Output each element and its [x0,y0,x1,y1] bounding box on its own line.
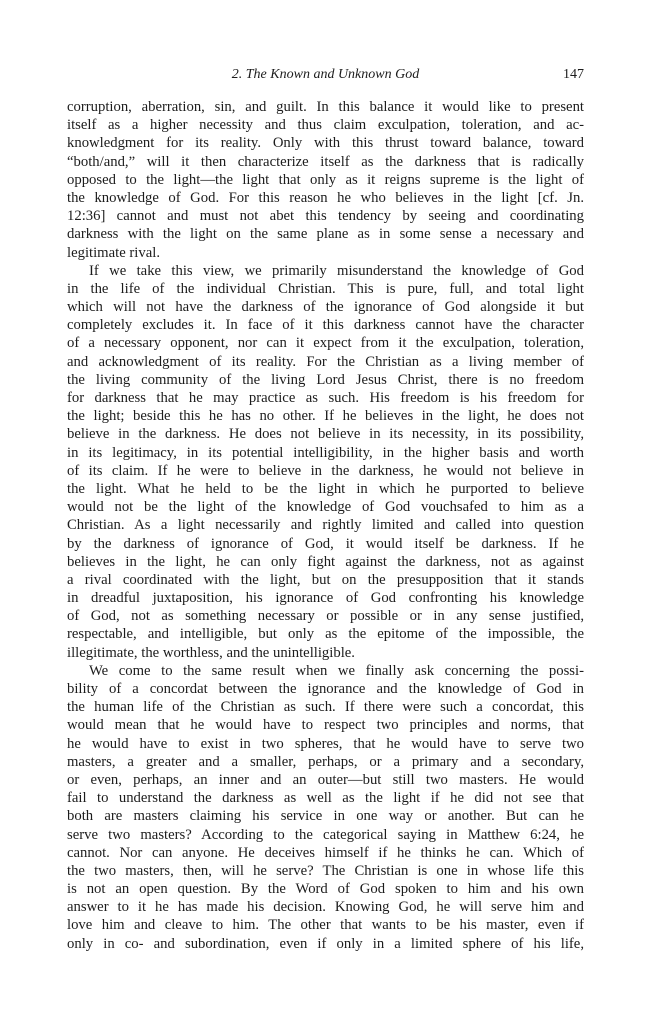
text-line: and acknowledgment of its reality. For the Christian as a living member of [67,353,584,370]
text-line: of God, not as something necessary or possible or in any sense justified, [67,608,584,625]
text-line: both are masters claiming his service in one way or another. But can he [67,808,584,825]
text-line: he would have to exist in two spheres, that he would have to serve two [67,735,584,752]
text-line: the light; beside this he has no other. If he believes in the light, he does not [67,408,584,425]
text-line: in its legitimacy, in its potential intelligibility, in the higher basis and worth [67,444,584,461]
text-line: “both/and,” will it then characterize itself as the darkness that is radically [67,153,584,170]
text-line: in the life of the individual Christian. This is pure, full, and total light [67,280,584,297]
text-line: the knowledge of God. For this reason he who believes in the light [cf. Jn. [67,189,584,206]
text-line: of a necessary opponent, nor can it expect from it the exculpation, toleration, [67,335,584,352]
body-text [67,98,584,953]
text-line: answer to it he has made his decision. Knowing God, he will serve him and [67,899,584,916]
text-line: knowledgment for its reality. Only with this thrust toward balance, toward [67,135,584,152]
text-line: Christian. As a light necessarily and rightly limited and called into question [67,517,584,534]
text-line: masters, a greater and a smaller, perhaps, or a primary and a secondary, [67,753,584,770]
text-line: the human life of the Christian as such. If there were such a concordat, this [67,699,584,716]
text-line: in dreadful juxtaposition, his ignorance of God confronting his knowledge [67,590,584,607]
text-line: illegitimate, the worthless, and the unintelligible. [67,644,355,661]
text-line: or even, perhaps, an inner and an outer—but still two masters. He would [67,771,584,788]
running-title: 2. The Known and Unknown God [231,67,420,82]
text-line: is not an open question. By the Word of God spoken to him and his own [67,881,584,898]
text-line: itself as a higher necessity and thus claim exculpation, toleration, and ac- [67,117,584,134]
text-line: love him and cleave to him. The other that wants to be his master, even if [67,917,584,934]
text-line: serve two masters? According to the categorical saying in Matthew 6:24, he [67,826,584,843]
text-line: cannot. Nor can anyone. He deceives himself if he thinks he can. Which of [67,844,584,861]
text-line: opposed to the light—the light that only as it reigns supreme is the light of [67,171,584,188]
text-line: darkness with the light on the same plane as in some sense a necessary and [67,226,584,243]
text-line: which will not have the darkness of the ignorance of God alongside it but [67,299,584,316]
text-line: the living community of the living Lord Jesus Christ, there is no freedom [67,371,584,388]
text-line: fail to understand the darkness as well as the light if he did not see that [67,790,584,807]
text-line: would mean that he would have to respect two principles and norms, that [67,717,584,734]
text-line: for darkness that he may practice as such. His freedom is his freedom for [67,390,584,406]
text-line: a rival coordinated with the light, but on the presupposition that it stands [67,571,584,588]
text-line: legitimate rival. [67,244,160,261]
text-line: completely excludes it. In face of it this darkness cannot have the character [67,317,584,334]
page-number: 147 [563,67,584,82]
text-line: respectable, and intelligible, but only as the epitome of the impossible, the [67,626,584,643]
text-line: by the darkness of ignorance of God, it would itself be darkness. If he [67,535,584,552]
text-line: If we take this view, we primarily misunderstand the knowledge of God [89,262,584,279]
text-line: We come to the same result when we finally ask concerning the possi- [89,662,584,679]
text-line: would not be the light of the knowledge of God vouchsafed to him as a [67,499,584,516]
text-line: corruption, aberration, sin, and guilt. In this balance it would like to present [67,99,584,115]
text-line: believe in the darkness. He does not believe in its necessity, in its possibility, [67,426,584,443]
running-head [67,64,584,86]
text-line: the light. What he held to be the light in which he purported to believe [67,480,584,497]
text-line: the two masters, then, will he serve? The Christian is one in whose life this [67,862,584,879]
text-line: believes in the light, he can only fight against the darkness, not as against [67,553,584,570]
text-line: bility of a concordat between the ignorance and the knowledge of God in [67,681,584,697]
text-line: only in co- and subordination, even if only in a limited sphere of his life, [67,935,584,952]
text-line: 12:36] cannot and must not abet this tendency by seeing and coordinating [67,208,584,225]
text-line: of its claim. If he were to believe in the darkness, he would not believe in [67,462,584,479]
